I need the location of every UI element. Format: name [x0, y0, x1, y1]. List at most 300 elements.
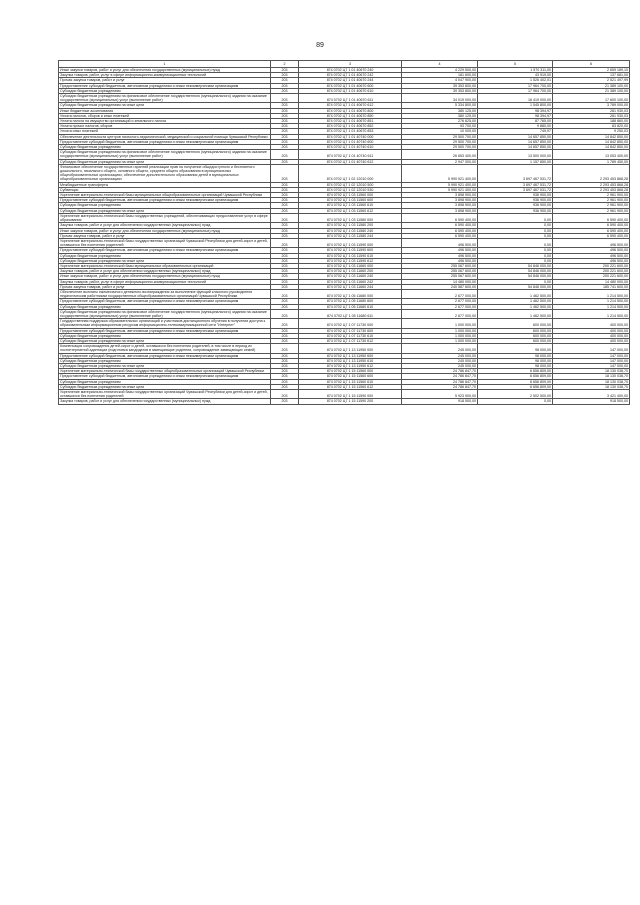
row-planned-amount-cell: 245 000,00	[402, 344, 478, 353]
row-executed-amount-cell: 0,00	[478, 248, 553, 253]
row-executed-amount-cell: 0,00	[478, 228, 553, 233]
row-name-cell: Прочая закупка товаров, работ и услуг	[59, 233, 271, 238]
row-name-cell: Субсидии бюджетным учреждениям на финансовое обеспечение государственного (муниципального) задания на оказание государственных (муниципальных) услуг (выполнение работ)	[59, 150, 271, 159]
row-executed-amount-cell: 749,97	[478, 129, 553, 134]
table-row	[59, 390, 630, 399]
table-row	[59, 208, 630, 213]
row-executed-amount-cell: 1 157 850,00	[478, 159, 553, 164]
row-remaining-amount-cell: 400 000,00	[553, 319, 630, 328]
row-executed-amount-cell: 1 545 800,00	[478, 103, 553, 108]
table-row	[59, 213, 630, 222]
row-planned-amount-cell: 14 480 000,00	[402, 279, 478, 284]
row-remaining-amount-cell: 1 214 500,00	[553, 304, 630, 309]
row-remaining-amount-cell: 2 293 453 868,28	[553, 187, 630, 192]
row-classification-cell: 874 0702 Ц7 1 03 11560 600	[299, 198, 402, 203]
row-code-cell: 203	[271, 248, 299, 253]
row-name-cell: Иные закупки товаров, работ и услуг для обеспечения государственных (муниципальных) нужд	[59, 228, 271, 233]
row-classification-cell: 874 0702 Ц7 1 01 40740 610	[299, 145, 402, 150]
row-classification-cell: 874 0702 Ц7 1 01 40670 612	[299, 103, 402, 108]
row-code-cell: 203	[271, 139, 299, 144]
row-code-cell: 203	[271, 289, 299, 298]
row-remaining-amount-cell: 6 590 400,00	[553, 213, 630, 222]
row-name-cell: Субсидии бюджетным учреждениям на иные цели	[59, 338, 271, 343]
row-classification-cell: 874 0702 Ц7 1 05 11680 000	[299, 289, 402, 298]
row-executed-amount-cell: 0,00	[478, 258, 553, 263]
row-classification-cell: 874 0702 Ц7 1 13 11950 600	[299, 353, 402, 358]
header-col-6: 6	[553, 61, 630, 68]
header-col-3: 3	[299, 61, 402, 68]
row-executed-amount-cell: 1 462 500,00	[478, 309, 553, 318]
table-row	[59, 139, 630, 144]
table-row	[59, 374, 630, 379]
row-executed-amount-cell: 1 570 311,00	[478, 68, 553, 73]
row-classification-cell: 874 0702 Ц7 1 07 11730 600	[299, 328, 402, 333]
row-name-cell: Субсидии бюджетным учреждениям	[59, 358, 271, 363]
row-planned-amount-cell: 918 500,00	[402, 399, 478, 404]
row-classification-cell: 874 0702 Ц7 1 02 12010 500	[299, 182, 402, 187]
row-executed-amount-cell: 0,00	[478, 233, 553, 238]
row-code-cell: 203	[271, 299, 299, 304]
row-planned-amount-cell: 380 125,00	[402, 108, 478, 113]
row-remaining-amount-cell: 83 820,00	[553, 124, 630, 129]
row-name-cell: Закупка товаров, работ, услуг в сфере информационно-коммуникационных технологий	[59, 73, 271, 78]
row-remaining-amount-cell: 18 130 038,70	[553, 379, 630, 384]
row-executed-amount-cell: 54 846 000,00	[478, 274, 553, 279]
row-planned-amount-cell: 2 677 000,00	[402, 309, 478, 318]
row-classification-cell: 874 0702 Ц7 1 02 12010 000	[299, 164, 402, 182]
row-executed-amount-cell: 43 919,00	[478, 73, 553, 78]
row-code-cell: 203	[271, 333, 299, 338]
row-classification-cell: 874 0702 Ц7 1 01 40740 600	[299, 139, 402, 144]
row-remaining-amount-cell: 6 590 400,00	[553, 228, 630, 233]
row-classification-cell: 874 0702 Ц7 1 15 11560 000	[299, 369, 402, 374]
row-name-cell: Обеспечение деятельности центров психолого-педагогической, медицинской и социальной помощи Чувашской Республики	[59, 134, 271, 139]
row-code-cell: 203	[271, 374, 299, 379]
row-planned-amount-cell: 39 353 800,00	[402, 88, 478, 93]
row-name-cell: Предоставление субсидий бюджетным, автономным учреждениям и иным некоммерческим организациям	[59, 198, 271, 203]
row-code-cell: 203	[271, 187, 299, 192]
row-name-cell: Предоставление субсидий бюджетным, автономным учреждениям и иным некоммерческим организациям	[59, 299, 271, 304]
row-code-cell: 203	[271, 193, 299, 198]
row-code-cell: 203	[271, 228, 299, 233]
row-executed-amount-cell: 98 394,97	[478, 108, 553, 113]
row-remaining-amount-cell: 3 421 400,00	[553, 390, 630, 399]
row-name-cell: Уплата прочих налогов, сборов	[59, 124, 271, 129]
row-planned-amount-cell: 3 898 900,00	[402, 203, 478, 208]
row-executed-amount-cell: 98 000,00	[478, 344, 553, 353]
row-remaining-amount-cell: 400 000,00	[553, 333, 630, 338]
row-executed-amount-cell: 3 697 467 531,72	[478, 182, 553, 187]
row-classification-cell: 874 0702 Ц7 1 01 40670 850	[299, 113, 402, 118]
row-planned-amount-cell: 2 677 000,00	[402, 289, 478, 298]
row-planned-amount-cell: 93 700,00	[402, 124, 478, 129]
row-planned-amount-cell: 29 500 700,00	[402, 139, 478, 144]
row-executed-amount-cell: 1 462 500,00	[478, 289, 553, 298]
row-remaining-amount-cell: 137 681,00	[553, 73, 630, 78]
row-remaining-amount-cell: 147 000,00	[553, 344, 630, 353]
header-col-1: 1	[59, 61, 271, 68]
row-executed-amount-cell: 2 502 500,00	[478, 390, 553, 399]
table-row	[59, 309, 630, 318]
row-classification-cell: 874 0702 Ц7 1 02 12010 530	[299, 187, 402, 192]
table-row	[59, 198, 630, 203]
table-row	[59, 159, 630, 164]
row-executed-amount-cell: 0,00	[478, 253, 553, 258]
row-classification-cell: 874 0702 Ц7 1 03 11590 612	[299, 258, 402, 263]
row-planned-amount-cell: 380 125,00	[402, 113, 478, 118]
row-executed-amount-cell: 936 900,00	[478, 193, 553, 198]
row-planned-amount-cell: 39 353 800,00	[402, 83, 478, 88]
row-code-cell: 203	[271, 390, 299, 399]
row-remaining-amount-cell: 147 000,00	[553, 353, 630, 358]
row-remaining-amount-cell: 185 741 600,00	[553, 284, 630, 289]
row-classification-cell: 874 0702 Ц7 1 01 40670 242	[299, 73, 402, 78]
table-row	[59, 68, 630, 73]
row-classification-cell: 874 0702 Ц7 1 03 11560 612	[299, 208, 402, 213]
row-planned-amount-cell: 2 677 000,00	[402, 304, 478, 309]
row-planned-amount-cell: 5 990 921 400,00	[402, 182, 478, 187]
row-code-cell: 203	[271, 279, 299, 284]
row-classification-cell: 874 0702 Ц7 1 13 11950 000	[299, 344, 402, 353]
row-code-cell: 203	[271, 129, 299, 134]
row-name-cell: Иные закупки товаров, работ и услуг для обеспечения государственных (муниципальных) нужд	[59, 274, 271, 279]
table-row	[59, 223, 630, 228]
row-classification-cell: 874 0702 Ц7 1 05 11680 611	[299, 309, 402, 318]
row-code-cell: 203	[271, 124, 299, 129]
row-executed-amount-cell: 17 964 700,00	[478, 88, 553, 93]
row-classification-cell: 874 0702 Ц7 1 01 40740 000	[299, 134, 402, 139]
row-remaining-amount-cell: 147 000,00	[553, 358, 630, 363]
row-name-cell: Укрепление материально-технической базы государственных организаций Чувашской Республики для детей-сирот и детей, оставшихся без попечения родителей	[59, 390, 271, 399]
row-classification-cell: 874 0702 Ц7 1 07 11730 000	[299, 319, 402, 328]
row-classification-cell: 874 0702 Ц7 1 07 11730 610	[299, 333, 402, 338]
row-remaining-amount-cell: 400 000,00	[553, 338, 630, 343]
row-code-cell: 203	[271, 223, 299, 228]
row-code-cell: 203	[271, 83, 299, 88]
row-code-cell: 203	[271, 73, 299, 78]
row-name-cell: Субсидии бюджетным учреждениям на иные цели	[59, 363, 271, 368]
row-classification-cell: 874 0702 Ц7 1 03 11590 610	[299, 253, 402, 258]
row-planned-amount-cell: 2 677 000,00	[402, 299, 478, 304]
row-classification-cell: 874 0702 Ц7 1 13 11950 610	[299, 358, 402, 363]
row-name-cell: Субсидии бюджетным учреждениям на иные цели	[59, 258, 271, 263]
row-code-cell: 203	[271, 344, 299, 353]
row-planned-amount-cell: 1 000 000,00	[402, 319, 478, 328]
row-code-cell: 203	[271, 198, 299, 203]
row-name-cell: Субсидии бюджетным учреждениям	[59, 253, 271, 258]
row-planned-amount-cell: 496 500,00	[402, 253, 478, 258]
row-remaining-amount-cell: 2 293 453 868,28	[553, 182, 630, 187]
table-row	[59, 94, 630, 103]
row-name-cell: Уплата иных платежей	[59, 129, 271, 134]
row-planned-amount-cell: 3 898 900,00	[402, 198, 478, 203]
row-name-cell: Субсидии бюджетным учреждениям на иные цели	[59, 384, 271, 389]
row-name-cell: Субсидии бюджетным учреждениям	[59, 145, 271, 150]
row-remaining-amount-cell: 21 389 100,00	[553, 83, 630, 88]
row-remaining-amount-cell: 281 930,03	[553, 113, 630, 118]
row-remaining-amount-cell: 496 500,00	[553, 258, 630, 263]
row-name-cell: Компенсация сопровождения детей-сирот и детей, оставшихся без попечения родителей, в том числе в период их постинтернатной адаптации (подготовка кандидатов в замещающие родители, сопровождение замещающих семей)	[59, 344, 271, 353]
row-classification-cell: 874 0702 Ц7 1 03 11660 244	[299, 284, 402, 289]
row-code-cell: 203	[271, 103, 299, 108]
row-classification-cell: 874 0702 Ц7 1 01 40670 851	[299, 119, 402, 124]
row-executed-amount-cell: 6 656 809,00	[478, 384, 553, 389]
table-row	[59, 384, 630, 389]
row-planned-amount-cell: 3 898 900,00	[402, 208, 478, 213]
row-name-cell: Субсидии бюджетным учреждениям на финансовое обеспечение государственного (муниципального) задания на оказание государственных (муниципальных) услуг (выполнение работ)	[59, 94, 271, 103]
row-remaining-amount-cell: 496 500,00	[553, 238, 630, 247]
row-executed-amount-cell: 54 846 000,00	[478, 269, 553, 274]
row-name-cell: Закупка товаров, работ и услуг для обеспечения государственных (муниципальных) нужд	[59, 269, 271, 274]
row-name-cell: Субсидии бюджетным учреждениям на иные цели	[59, 159, 271, 164]
table-row	[59, 248, 630, 253]
row-planned-amount-cell: 255 067 600,00	[402, 269, 478, 274]
row-planned-amount-cell: 496 500,00	[402, 248, 478, 253]
row-classification-cell: 874 0702 Ц7 1 03 11660 200	[299, 269, 402, 274]
row-name-cell: Укрепление материально-технической базы государственных организаций Чувашской Республики для детей-сирот и детей, оставшихся без попечения родителей	[59, 238, 271, 247]
row-code-cell: 203	[271, 203, 299, 208]
row-code-cell: 203	[271, 319, 299, 328]
row-code-cell: 203	[271, 119, 299, 124]
row-classification-cell: 874 0702 Ц7 1 01 40740 611	[299, 150, 402, 159]
row-remaining-amount-cell: 14 842 850,00	[553, 134, 630, 139]
row-executed-amount-cell: 17 964 700,00	[478, 83, 553, 88]
row-remaining-amount-cell: 2 961 900,00	[553, 208, 630, 213]
table-body	[59, 68, 630, 405]
row-code-cell: 203	[271, 145, 299, 150]
row-code-cell: 203	[271, 182, 299, 187]
row-name-cell: Укрепление материально-технической базы государственных общеобразовательных организаций Чувашской Республики	[59, 369, 271, 374]
row-name-cell: Прочая закупка товаров, работ и услуг	[59, 78, 271, 83]
row-classification-cell: 874 0702 Ц7 1 01 40670 240	[299, 68, 402, 73]
row-executed-amount-cell: 16 419 000,00	[478, 94, 553, 103]
row-code-cell: 203	[271, 269, 299, 274]
row-name-cell: Субсидии бюджетным учреждениям	[59, 379, 271, 384]
row-planned-amount-cell: 245 000,00	[402, 353, 478, 358]
row-planned-amount-cell: 3 898 900,00	[402, 193, 478, 198]
row-executed-amount-cell: 14 657 850,00	[478, 134, 553, 139]
row-remaining-amount-cell: 3 789 000,00	[553, 103, 630, 108]
row-code-cell: 203	[271, 134, 299, 139]
row-code-cell: 203	[271, 233, 299, 238]
row-remaining-amount-cell: 18 130 038,70	[553, 374, 630, 379]
row-executed-amount-cell: 98 000,00	[478, 363, 553, 368]
row-planned-amount-cell: 24 786 847,70	[402, 369, 478, 374]
row-name-cell: Укрепление материально-технической базы муниципальных образовательных организаций	[59, 263, 271, 268]
row-remaining-amount-cell: 14 480 000,00	[553, 279, 630, 284]
row-code-cell: 203	[271, 379, 299, 384]
row-code-cell: 203	[271, 88, 299, 93]
row-remaining-amount-cell: 496 500,00	[553, 253, 630, 258]
row-name-cell: Иные закупки товаров, работ и услуг для обеспечения государственных (муниципальных) нужд	[59, 68, 271, 73]
row-remaining-amount-cell: 6 590 400,00	[553, 233, 630, 238]
row-code-cell: 203	[271, 328, 299, 333]
row-executed-amount-cell: 98 394,97	[478, 113, 553, 118]
row-classification-cell: 874 0702 Ц7 1 03 11580 000	[299, 213, 402, 222]
row-name-cell: Закупка товаров, работ и услуг для обеспечения государственных (муниципальных) нужд	[59, 399, 271, 404]
row-name-cell: Субсидии бюджетным учреждениям	[59, 333, 271, 338]
row-planned-amount-cell: 10 000,00	[402, 129, 478, 134]
row-code-cell: 203	[271, 78, 299, 83]
row-planned-amount-cell: 6 590 400,00	[402, 228, 478, 233]
row-name-cell: Иные бюджетные ассигнования	[59, 108, 271, 113]
row-remaining-amount-cell: 281 930,03	[553, 108, 630, 113]
header-col-5: 5	[478, 61, 553, 68]
row-classification-cell: 874 0702 Ц7 1 05 11680 600	[299, 299, 402, 304]
row-code-cell: 203	[271, 164, 299, 182]
row-remaining-amount-cell: 2 961 900,00	[553, 193, 630, 198]
row-name-cell: Субвенции	[59, 187, 271, 192]
row-classification-cell: 874 0702 Ц7 1 15 11590 200	[299, 399, 402, 404]
table-row	[59, 164, 630, 182]
row-name-cell: Предоставление субсидий бюджетным, автономным учреждениям и иным некоммерческим организациям	[59, 248, 271, 253]
row-remaining-amount-cell: 21 389 100,00	[553, 88, 630, 93]
header-col-4: 4	[402, 61, 478, 68]
row-remaining-amount-cell: 496 500,00	[553, 248, 630, 253]
row-classification-cell: 874 0702 Ц7 1 03 11560 610	[299, 203, 402, 208]
row-classification-cell: 874 0702 Ц7 1 03 11580 200	[299, 223, 402, 228]
row-planned-amount-cell: 240 587 600,00	[402, 284, 478, 289]
row-remaining-amount-cell: 918 500,00	[553, 399, 630, 404]
row-executed-amount-cell: 1 462 500,00	[478, 299, 553, 304]
row-code-cell: 203	[271, 150, 299, 159]
table-row	[59, 274, 630, 279]
row-code-cell: 203	[271, 309, 299, 318]
row-planned-amount-cell: 4 229 500,00	[402, 68, 478, 73]
row-executed-amount-cell: 3 697 467 531,72	[478, 187, 553, 192]
row-executed-amount-cell: 0,00	[478, 238, 553, 247]
row-classification-cell: 874 0702 Ц7 1 01 40670 610	[299, 88, 402, 93]
row-classification-cell: 874 0702 Ц7 1 03 11580 244	[299, 233, 402, 238]
table-row	[59, 269, 630, 274]
row-remaining-amount-cell: 2 293 453 868,28	[553, 164, 630, 182]
row-name-cell: Предоставление субсидий бюджетным, автономным учреждениям и иным некоммерческим организациям	[59, 374, 271, 379]
row-executed-amount-cell: 1 462 500,00	[478, 304, 553, 309]
row-planned-amount-cell: 4 047 900,00	[402, 78, 478, 83]
row-executed-amount-cell: 14 657 850,00	[478, 139, 553, 144]
row-remaining-amount-cell: 1 214 500,00	[553, 289, 630, 298]
table-row	[59, 353, 630, 358]
row-executed-amount-cell: 98 000,00	[478, 353, 553, 358]
row-planned-amount-cell: 255 067 600,00	[402, 263, 478, 268]
row-classification-cell: 874 0702 Ц7 1 03 11660 242	[299, 279, 402, 284]
row-code-cell: 203	[271, 304, 299, 309]
row-planned-amount-cell: 5 990 921 400,00	[402, 187, 478, 192]
row-executed-amount-cell: 9 880,00	[478, 124, 553, 129]
row-code-cell: 203	[271, 363, 299, 368]
row-executed-amount-cell: 54 846 000,00	[478, 263, 553, 268]
row-planned-amount-cell: 496 500,00	[402, 238, 478, 247]
table-row	[59, 369, 630, 374]
row-remaining-amount-cell: 200 221 600,00	[553, 274, 630, 279]
row-planned-amount-cell: 24 786 847,70	[402, 374, 478, 379]
row-planned-amount-cell: 1 000 000,00	[402, 338, 478, 343]
row-executed-amount-cell: 600 000,00	[478, 338, 553, 343]
row-name-cell: Предоставление субсидий бюджетным, автономным учреждениям и иным некоммерческим организациям	[59, 139, 271, 144]
row-name-cell: Укрепление материально-технической базы муниципальных общеобразовательных организаций Чувашской Республики	[59, 193, 271, 198]
row-executed-amount-cell: 0,00	[478, 399, 553, 404]
budget-table	[58, 60, 630, 405]
row-executed-amount-cell: 6 656 809,00	[478, 374, 553, 379]
row-executed-amount-cell: 0,00	[478, 223, 553, 228]
row-name-cell: Обеспечение выплаты ежемесячного денежного вознаграждения за выполнение функций классного руководителя педагогическим работникам государственных общеобразовательных организаций Чувашской Республики	[59, 289, 271, 298]
row-code-cell: 203	[271, 253, 299, 258]
row-name-cell: Уплата налога на имущество организаций и земельного налога	[59, 119, 271, 124]
row-executed-amount-cell: 600 000,00	[478, 333, 553, 338]
row-remaining-amount-cell: 200 221 600,00	[553, 263, 630, 268]
row-planned-amount-cell: 6 590 400,00	[402, 223, 478, 228]
row-remaining-amount-cell: 1 214 500,00	[553, 309, 630, 318]
row-remaining-amount-cell: 2 521 497,99	[553, 78, 630, 83]
row-planned-amount-cell: 29 500 700,00	[402, 145, 478, 150]
row-remaining-amount-cell: 2 961 900,00	[553, 203, 630, 208]
row-executed-amount-cell: 1 526 402,01	[478, 78, 553, 83]
row-classification-cell: 874 0702 Ц7 1 03 11590 000	[299, 238, 402, 247]
row-planned-amount-cell: 2 947 300,00	[402, 159, 478, 164]
row-classification-cell: 874 0702 Ц7 1 03 11590 600	[299, 248, 402, 253]
row-classification-cell: 874 0702 Ц7 1 03 11580 240	[299, 228, 402, 233]
row-name-cell: Субсидии бюджетным учреждениям	[59, 88, 271, 93]
row-classification-cell: 874 0702 Ц7 1 15 11560 612	[299, 384, 402, 389]
table-row	[59, 399, 630, 404]
row-executed-amount-cell: 6 656 809,00	[478, 379, 553, 384]
row-name-cell: Прочая закупка товаров, работ и услуг	[59, 284, 271, 289]
row-planned-amount-cell: 496 500,00	[402, 258, 478, 263]
row-executed-amount-cell: 936 900,00	[478, 198, 553, 203]
table-row	[59, 289, 630, 298]
row-name-cell: Субсидии бюджетным учреждениям	[59, 203, 271, 208]
table-row	[59, 83, 630, 88]
row-code-cell: 203	[271, 284, 299, 289]
row-planned-amount-cell: 26 653 400,00	[402, 150, 478, 159]
row-name-cell: Субсидии бюджетным учреждениям на иные цели	[59, 103, 271, 108]
row-planned-amount-cell: 255 067 600,00	[402, 274, 478, 279]
row-code-cell: 203	[271, 263, 299, 268]
row-name-cell: Закупка товаров, работ, услуг в сфере информационно-коммуникационных технологий	[59, 279, 271, 284]
row-remaining-amount-cell: 188 860,00	[553, 119, 630, 124]
row-classification-cell: 874 0702 Ц7 1 03 11660 000	[299, 263, 402, 268]
row-classification-cell: 874 0702 Ц7 1 05 11680 610	[299, 304, 402, 309]
row-code-cell: 203	[271, 68, 299, 73]
row-name-cell: Предоставление субсидий бюджетным, автономным учреждениям и иным некоммерческим организациям	[59, 353, 271, 358]
row-code-cell: 203	[271, 353, 299, 358]
row-code-cell: 203	[271, 108, 299, 113]
row-code-cell: 203	[271, 213, 299, 222]
table-row	[59, 73, 630, 78]
row-code-cell: 203	[271, 159, 299, 164]
row-classification-cell: 874 0702 Ц7 1 13 11950 612	[299, 363, 402, 368]
table-row	[59, 319, 630, 328]
row-planned-amount-cell: 5 923 900,00	[402, 390, 478, 399]
row-code-cell: 203	[271, 113, 299, 118]
row-planned-amount-cell: 5 990 921 400,00	[402, 164, 478, 182]
table-row	[59, 119, 630, 124]
row-remaining-amount-cell: 2 659 189,10	[553, 68, 630, 73]
row-name-cell: Уплата налогов, сборов и иных платежей	[59, 113, 271, 118]
row-executed-amount-cell: 0,00	[478, 213, 553, 222]
row-classification-cell: 874 0702 Ц7 1 01 40670 600	[299, 83, 402, 88]
row-planned-amount-cell: 245 000,00	[402, 358, 478, 363]
row-planned-amount-cell: 1 000 000,00	[402, 333, 478, 338]
table-row	[59, 344, 630, 353]
row-planned-amount-cell: 181 600,00	[402, 73, 478, 78]
table-row	[59, 263, 630, 268]
row-remaining-amount-cell: 17 600 100,00	[553, 94, 630, 103]
row-remaining-amount-cell: 18 130 038,70	[553, 369, 630, 374]
row-remaining-amount-cell: 6 590 400,00	[553, 223, 630, 228]
table-row	[59, 258, 630, 263]
row-planned-amount-cell: 24 786 847,70	[402, 379, 478, 384]
